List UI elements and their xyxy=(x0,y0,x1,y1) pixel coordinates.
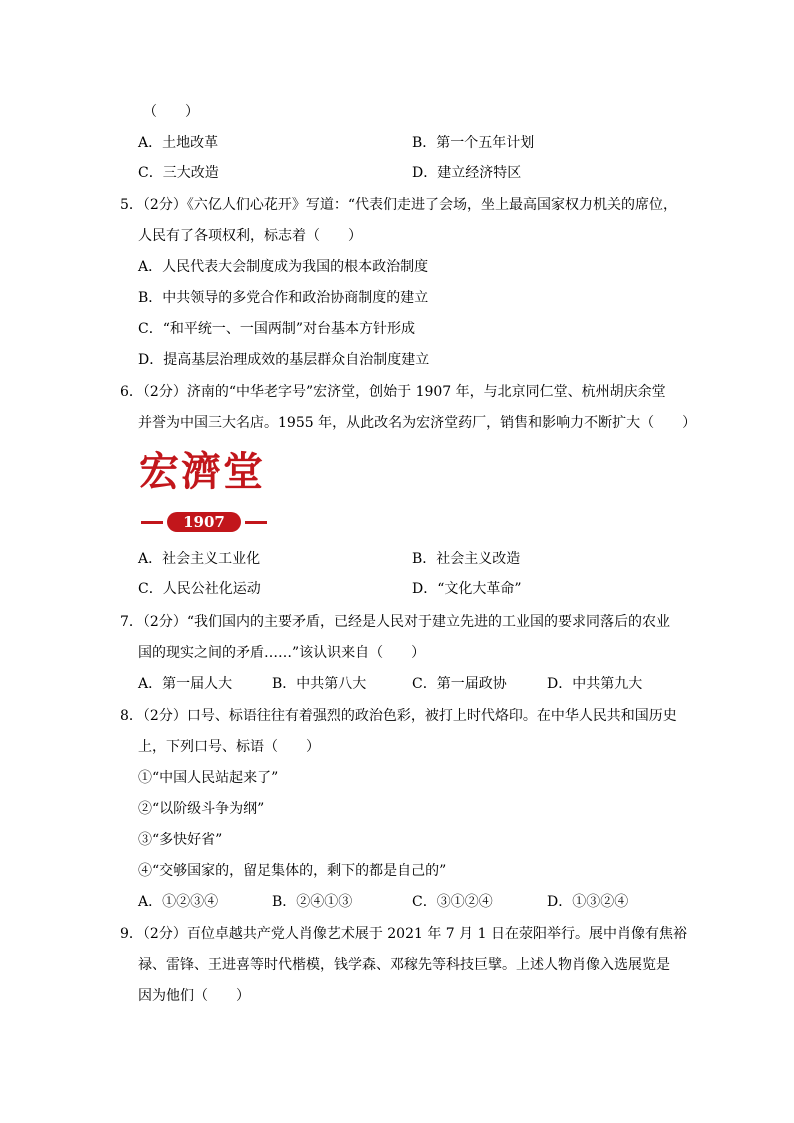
q8-item-3: ③“多快好省” xyxy=(138,832,223,848)
q6-stem-line1: 6．（2分）济南的“中华老字号”宏济堂，创始于 1907 年，与北京同仁堂、杭州胡庆余堂 xyxy=(120,384,666,400)
q5-option-b: B．中共领导的多党合作和政治协商制度的建立 xyxy=(138,290,429,306)
q4-option-d: D．建立经济特区 xyxy=(412,165,522,181)
q4-option-c: C．三大改造 xyxy=(138,165,219,181)
q8-item-4: ④“交够国家的，留足集体的，剩下的都是自己的” xyxy=(138,863,447,879)
q4-option-a: A．土地改革 xyxy=(138,135,219,151)
q5-option-a: A．人民代表大会制度成为我国的根本政治制度 xyxy=(138,259,429,275)
q8-option-c: C．③①②④ xyxy=(412,894,493,910)
q7-option-a: A．第一届人大 xyxy=(138,676,233,692)
q6-option-b: B．社会主义改造 xyxy=(412,551,521,567)
q8-stem-line1: 8．（2分）口号、标语往往有着强烈的政治色彩，被打上时代烙印。在中华人民共和国历史 xyxy=(120,708,677,724)
q4-answer-paren: （ ） xyxy=(143,104,199,120)
q6-stem-line2: 并誉为中国三大名店。1955 年，从此改名为宏济堂药厂，销售和影响力不断扩大（ ） xyxy=(138,415,697,431)
q8-option-d: D．①③②④ xyxy=(547,894,629,910)
q7-stem-line2: 国的现实之间的矛盾……”该认识来自（ ） xyxy=(138,645,426,661)
q6-option-a: A．社会主义工业化 xyxy=(138,551,261,567)
q9-stem-line3: 因为他们（ ） xyxy=(138,988,250,1004)
logo-year-badge: 1907 xyxy=(167,512,241,532)
q7-option-c: C．第一届政协 xyxy=(412,676,507,692)
q7-option-d: D．中共第九大 xyxy=(547,676,643,692)
q6-option-d: D．“文化大革命” xyxy=(412,581,522,597)
hongjitang-logo xyxy=(139,448,269,538)
q8-stem-line2: 上，下列口号、标语（ ） xyxy=(138,739,320,755)
logo-rule-right xyxy=(245,521,267,524)
q7-stem-line1: 7．（2分）“我们国内的主要矛盾，已经是人民对于建立先进的工业国的要求同落后的农业 xyxy=(120,614,670,630)
q5-stem-line2: 人民有了各项权利，标志着（ ） xyxy=(138,228,362,244)
q5-option-d: D．提高基层治理成效的基层群众自治制度建立 xyxy=(138,352,430,368)
q8-option-b: B．②④①③ xyxy=(272,894,353,910)
q8-item-2: ②“以阶级斗争为纲” xyxy=(138,801,265,817)
q9-stem-line2: 禄、雷锋、王进喜等时代楷模，钱学森、邓稼先等科技巨擘。上述人物肖像入选展览是 xyxy=(138,957,670,973)
q9-stem-line1: 9．（2分）百位卓越共产党人肖像艺术展于 2021 年 7 月 1 日在荥阳举行。展中肖像有焦裕 xyxy=(120,926,687,942)
q8-item-1: ①“中国人民站起来了” xyxy=(138,770,279,786)
logo-title: 宏濟堂 xyxy=(139,448,265,495)
q5-stem-line1: 5．（2分）《六亿人们心花开》写道：“代表们走进了会场，坐上最高国家权力机关的席位， xyxy=(120,197,677,213)
q5-option-c: C．“和平统一、一国两制”对台基本方针形成 xyxy=(138,321,416,337)
q6-option-c: C．人民公社化运动 xyxy=(138,581,261,597)
logo-rule-left xyxy=(141,521,163,524)
q4-option-b: B．第一个五年计划 xyxy=(412,135,535,151)
q8-option-a: A．①②③④ xyxy=(138,894,219,910)
q7-option-b: B．中共第八大 xyxy=(272,676,367,692)
